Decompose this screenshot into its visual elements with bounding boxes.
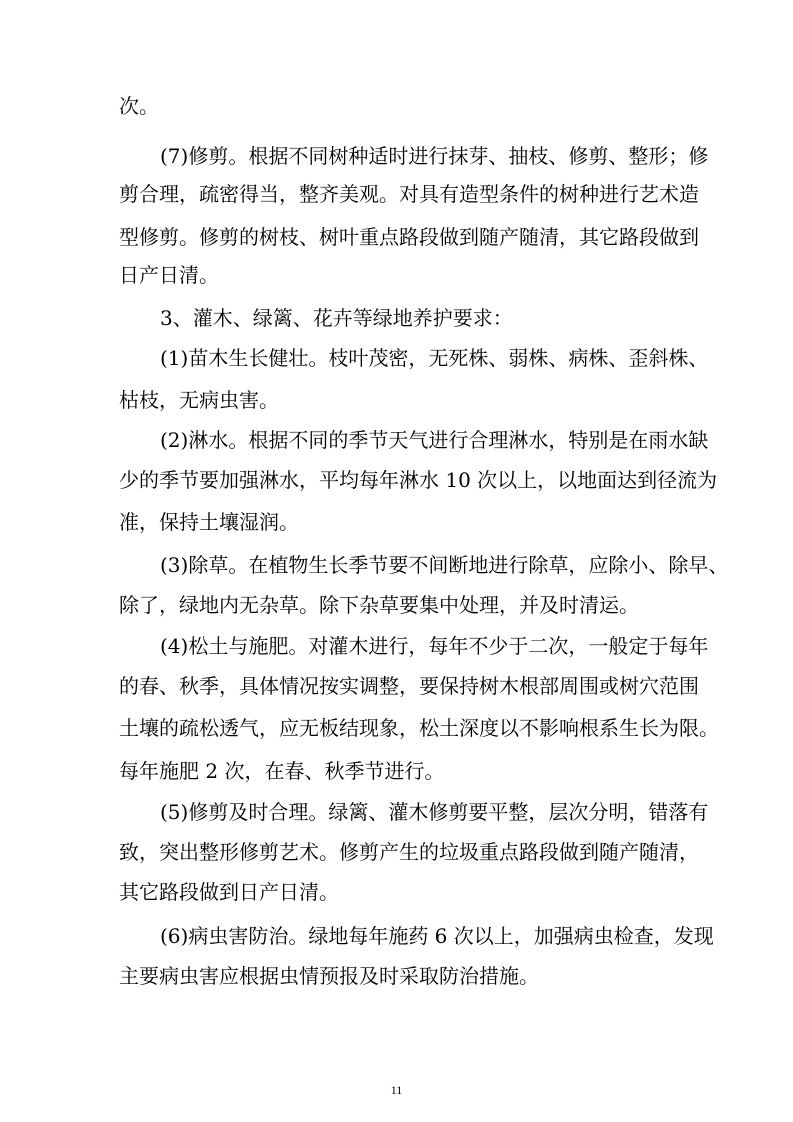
line-text: 次。 <box>119 94 159 118</box>
line-text: 土壤的疏松透气，应无板结现象，松土深度以不影响根系生长为限。 <box>119 716 719 740</box>
line-text: 的春、秋季，具体情况按实调整，要保持树木根部周围或树穴范围 <box>119 674 699 698</box>
line-text: 准，保持土壤湿润。 <box>119 510 299 534</box>
line-text: 型修剪。修剪的树枝、树叶重点路段做到随产随清，其它路段做到 <box>119 225 699 249</box>
line-text: 剪合理，疏密得当，整齐美观。对具有造型条件的树种进行艺术造 <box>119 182 699 206</box>
line-text: 主要病虫害应根据虫情预报及时采取防治措施。 <box>119 964 539 988</box>
line-text: 致，突出整形修剪艺术。修剪产生的垃圾重点路段做到随产随清， <box>119 840 699 864</box>
line-text: 少的季节要加强淋水，平均每年淋水 10 次以上，以地面达到径流为 <box>119 468 718 492</box>
line-text: (7)修剪。根据不同树种适时进行抹芽、抽枝、修剪、整形；修 <box>160 144 709 168</box>
page-number: 11 <box>390 1083 403 1097</box>
line-text: 日产日清。 <box>119 263 219 287</box>
line-text: 3、灌木、绿篱、花卉等绿地养护要求： <box>160 306 513 330</box>
line-text: 每年施肥 2 次，在春、秋季节进行。 <box>119 759 445 783</box>
line-text: (1)苗木生长健壮。枝叶茂密，无死株、弱株、病株、歪斜株、 <box>160 346 709 370</box>
line-text: (3)除草。在植物生长季节要不间断地进行除草，应除小、除早、 <box>160 553 729 577</box>
line-text: 枯枝，无病虫害。 <box>119 388 279 412</box>
line-text: (2)淋水。根据不同的季节天气进行合理淋水，特别是在雨水缺 <box>160 428 709 452</box>
line-text: (4)松土与施肥。对灌木进行，每年不少于二次，一般定于每年 <box>160 634 709 658</box>
line-text: 其它路段做到日产日清。 <box>119 880 339 904</box>
line-text: (5)修剪及时合理。绿篱、灌木修剪要平整，层次分明，错落有 <box>160 800 709 824</box>
line-text: (6)病虫害防治。绿地每年施药 6 次以上，加强病虫检查，发现 <box>160 924 714 948</box>
line-text: 除了，绿地内无杂草。除下杂草要集中处理，并及时清运。 <box>119 593 639 617</box>
